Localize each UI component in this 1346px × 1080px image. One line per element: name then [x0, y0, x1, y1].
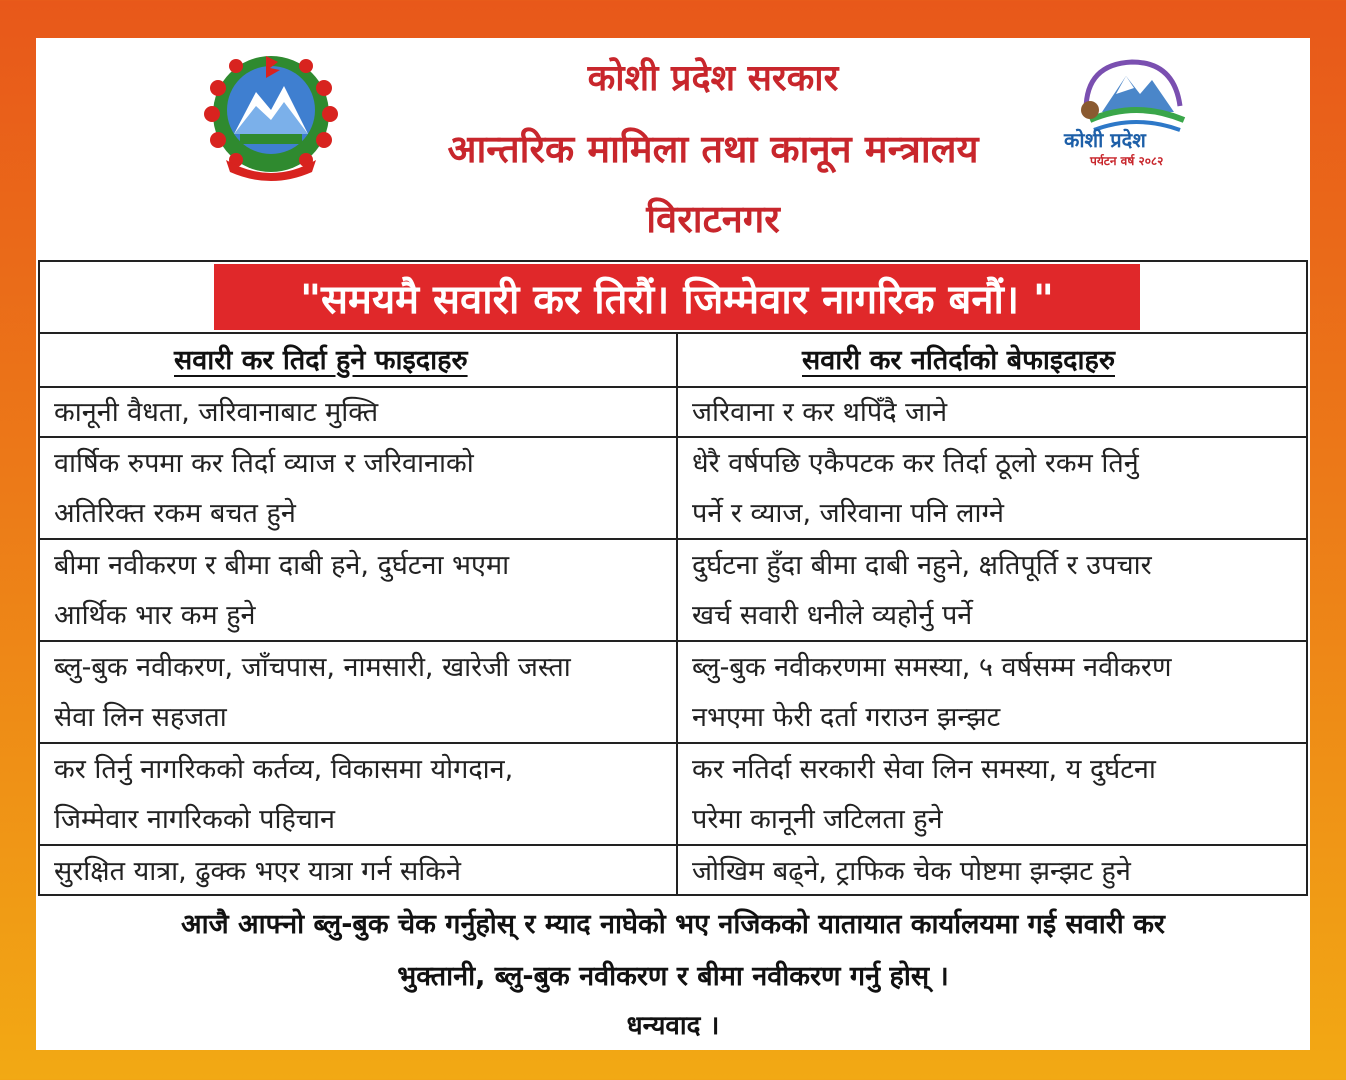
drawback-cell: पर्ने र व्याज, जरिवाना पनि लाग्ने — [692, 498, 1005, 529]
benefits-header: सवारी कर तिर्दा हुने फाइदाहरु — [174, 345, 468, 376]
benefit-cell: जिम्मेवार नागरिकको पहिचान — [54, 804, 335, 835]
header — [36, 38, 1310, 260]
footer-line-2: भुक्तानी, ब्लु-बुक नवीकरण र बीमा नवीकरण गर्नु होस् । — [397, 961, 949, 992]
column-divider — [676, 334, 678, 894]
drawback-cell: खर्च सवारी धनीले व्यहोर्नु पर्ने — [692, 600, 973, 631]
benefit-cell: ब्लु-बुक नवीकरण, जाँचपास, नामसारी, खारेजी जस्ता — [54, 652, 571, 683]
drawback-cell: ब्लु-बुक नवीकरणमा समस्या, ५ वर्षसम्म नवीकरण — [692, 652, 1172, 683]
comparison-table — [38, 260, 1308, 896]
drawback-cell: धेरै वर्षपछि एकैपटक कर तिर्दा ठूलो रकम तिर्नु — [692, 448, 1139, 479]
benefit-cell: बीमा नवीकरण र बीमा दाबी हने, दुर्घटना भएमा — [54, 550, 510, 581]
koshi-logo-subtext: पर्यटन वर्ष २०८२ — [1090, 154, 1164, 168]
drawback-cell: नभएमा फेरी दर्ता गराउन झन्झट — [692, 702, 1001, 733]
drawback-cell: जरिवाना र कर थपिँदै जाने — [692, 397, 948, 428]
drawback-cell: कर नतिर्दा सरकारी सेवा लिन समस्या, य दुर्घटना — [692, 754, 1156, 785]
drawback-cell: जोखिम बढ्ने, ट्राफिक चेक पोष्टमा झन्झट हुने — [692, 856, 1131, 887]
drawback-cell: दुर्घटना हुँदा बीमा दाबी नहुने, क्षतिपूर्ति र उपचार — [692, 550, 1152, 581]
benefit-cell: कर तिर्नु नागरिकको कर्तव्य, विकासमा योगदान, — [54, 754, 514, 785]
slogan-row — [40, 262, 1306, 334]
benefit-cell: सुरक्षित यात्रा, ढुक्क भएर यात्रा गर्न सकिने — [54, 856, 461, 887]
benefit-cell: वार्षिक रुपमा कर तिर्दा व्याज र जरिवानाको — [54, 448, 474, 479]
footer-message — [36, 898, 1310, 1050]
koshi-logo-text: कोशी प्रदेश — [1064, 128, 1146, 152]
benefit-cell: कानूनी वैधता, जरिवानाबाट मुक्ति — [54, 397, 379, 428]
benefit-cell: आर्थिक भार कम हुने — [54, 600, 256, 631]
drawbacks-header: सवारी कर नतिर्दाको बेफाइदाहरु — [802, 345, 1115, 376]
drawback-cell: परेमा कानूनी जटिलता हुने — [692, 804, 943, 835]
notice-sheet — [36, 38, 1310, 1050]
benefit-cell: अतिरिक्त रकम बचत हुने — [54, 498, 296, 529]
footer-line-1: आजै आफ्नो ब्लु-बुक चेक गर्नुहोस् र म्याद नाघेको भए नजिकको यातायात कार्यालयमा गई सवारी कर — [181, 909, 1165, 940]
government-title: कोशी प्रदेश सरकार — [587, 58, 839, 99]
benefit-cell: सेवा लिन सहजता — [54, 702, 227, 733]
thank-you-text: धन्यवाद । — [626, 1011, 720, 1041]
ministry-title: आन्तरिक मामिला तथा कानून मन्त्रालय — [447, 127, 979, 171]
city-title: विराटनगर — [646, 197, 780, 241]
slogan-banner: "समयमै सवारी कर तिरौं। जिम्मेवार नागरिक बनौं। " — [214, 264, 1140, 330]
